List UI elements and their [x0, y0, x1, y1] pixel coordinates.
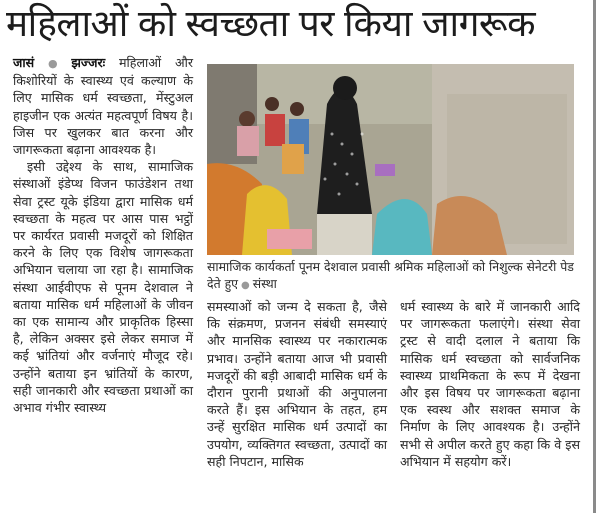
body-paragraph: धर्म स्वास्थ्य के बारे में जानकारी आदि पर जागरूकता फलाएंगे। संस्था सेवा ट्रस्ट से वादी दलाल ने बताया कि मासिक धर्म स्वच्छता को सार्वजनिक स्वास्थ्य प्राथमिकता के रूप में देखना और इस विषय पर जागरूकता बढ़ाना एक स्वस्थ और सशक्त समाज के निर्माण के लिए आवश्यक है। उन्होंने सभी से अपील करते हुए कहा कि वे इस अभियान में सहयोग करें। — [400, 299, 580, 469]
body-paragraph: समस्याओं को जन्म दे सकता है, जैसे कि संक्रमण, प्रजनन संबंधी समस्याएं और मानसिक स्वास्थ्य पर नकारात्मक प्रभाव। उन्होंने बताया आज भी प्रवासी मजदूरों की बड़ी आबादी मासिक धर्म के दौरान पुरानी प्रथाओं की अनुपालना करते हैं। इस अभियान के तहत, हम उन्हें सुरक्षित मासिक धर्म उत्पादों का उपयोग, व्यक्तिगत स्वच्छता, उत्पादों का सही निपटान, मासिक — [207, 299, 387, 469]
photo-caption — [207, 258, 587, 294]
news-photo — [207, 64, 574, 255]
photo-credit: संस्था — [252, 276, 277, 291]
headline: महिलाओं को स्वच्छता पर किया जागरूक — [6, 2, 536, 45]
bullet-icon: ● — [38, 57, 68, 70]
column-rule — [593, 0, 596, 513]
dateline-source: जासं — [13, 55, 35, 70]
body-paragraph: महिलाओं और किशोरियों के स्वास्थ्य एवं कल्याण के लिए मासिक धर्म स्वच्छता, मेंस्टुअल हाइजीन एक अत्यंत महत्वपूर्ण विषय है। जिस पर खुलकर बात करना और जागरूकता बढ़ाना आवश्यक है। — [13, 55, 193, 158]
dateline-place: झज्जरः — [71, 55, 106, 70]
body-paragraph: इसी उद्देश्य के साथ, सामाजिक संस्थाओं इंडेप्थ विजन फाउंडेशन तथा सेवा ट्रस्ट यूके इंडिया द्वारा मासिक धर्म स्वच्छता के महत्व पर आस पास भट्ठों पर कार्यरत प्रवासी मजदूरों को शिक्षित करने के लिए एक विशेष जागरूकता अभियान चलाया जा रहा है। सामाजिक संस्था आईवीएफ से पूनम देशवाल ने बताया मासिक धर्म महिलाओं के जीवन का एक सामान्य और प्राकृतिक हिस्सा है, लेकिन अक्सर इसे लेकर समाज में कई भ्रांतियां और वर्जनाएं मौजूद रहे। उन्होंने बताया इन भ्रांतियों के कारण, सही जानकारी और स्वच्छता प्रथाओं का अभाव गंभीर स्वास्थ्य — [13, 159, 193, 416]
article-column-3 — [400, 298, 580, 470]
caption-text: सामाजिक कार्यकर्ता पूनम देशवाल प्रवासी श्रमिक महिलाओं को निशुल्क सेनेटरी पेड देते हुए — [207, 259, 574, 291]
article-column-1 — [13, 54, 193, 416]
bullet-icon: ● — [241, 280, 250, 291]
article-column-2 — [207, 298, 387, 470]
